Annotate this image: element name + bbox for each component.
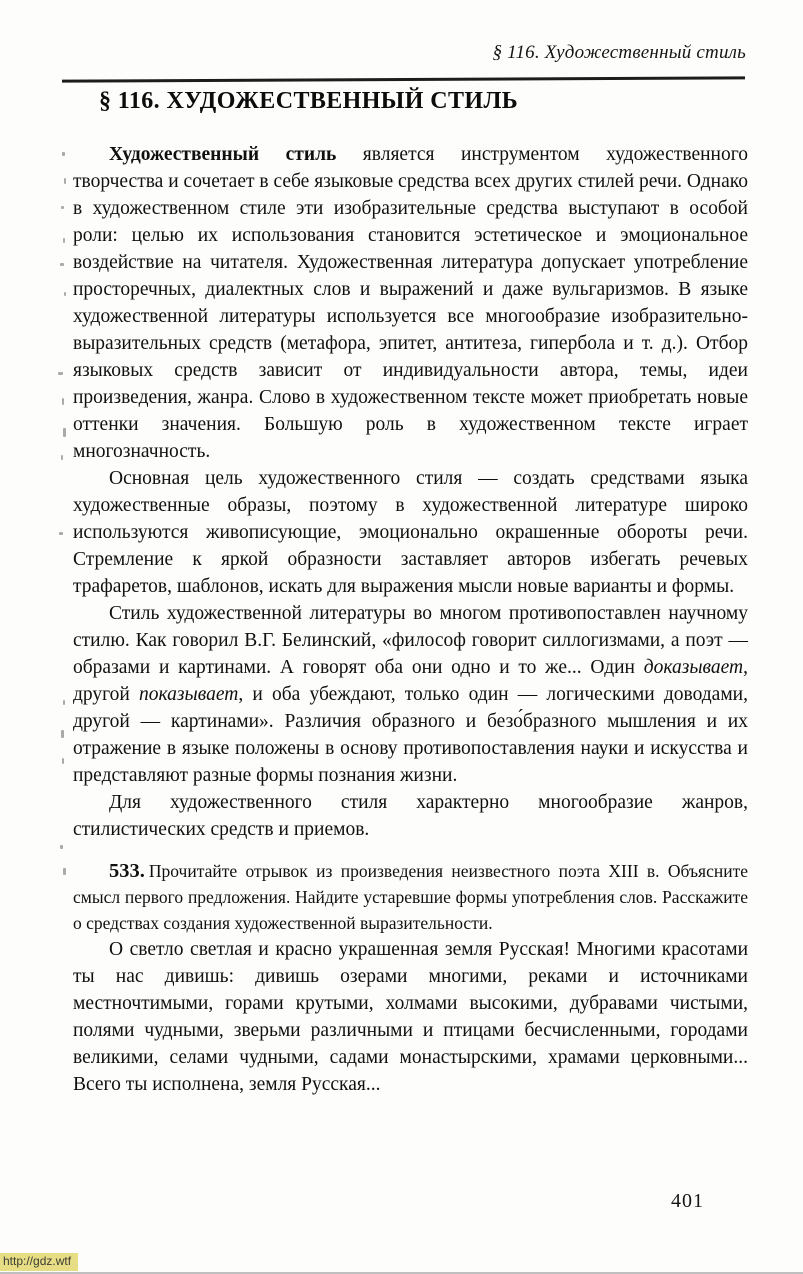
scan-artifact	[60, 263, 64, 266]
page-number: 401	[671, 1190, 704, 1212]
paragraph-text: Стиль художественной литературы во многом противопоставлен научному стилю. Как говорил В.Г. Белинский, «философ говорит силлогизмами, а поэт — образами и картинами. А говорят оба они одно и то же... Один	[73, 603, 748, 678]
exercise-instruction: Прочитайте отрывок из произведения неизвестного поэта XIII в. Объясните смысл первого предложения. Найдите устаревшие формы употребления слов. Расскажите о средствах создания художественной выразительности.	[73, 861, 748, 933]
scan-artifact	[63, 428, 66, 437]
gdz-watermark: http://gdz.wtf	[0, 1253, 78, 1271]
scan-artifact	[58, 372, 63, 375]
scan-artifact	[64, 178, 66, 184]
scan-artifact	[62, 398, 64, 405]
scan-artifact	[62, 758, 64, 764]
italic-term: доказывает	[643, 657, 744, 678]
body-paragraph-4: Для художественного стиля характерно многообразие жанров, стилистических средств и приемов.	[73, 792, 748, 840]
page-title: § 116. ХУДОЖЕСТВЕННЫЙ СТИЛЬ	[99, 88, 518, 114]
paragraph-text: , другой	[73, 657, 748, 705]
running-header: § 116. Художественный стиль	[492, 42, 746, 63]
scan-artifact	[61, 206, 64, 209]
paragraph-text: , и оба убеждают, только один — логическими доводами, другой — картинами». Различия образного и безо́бразного мышления и их отражение в языке положены в основу противопоставления науки и искусства и представляют разные формы познания жизни.	[73, 684, 748, 786]
scan-artifact	[60, 845, 63, 849]
body-paragraph-1	[73, 141, 748, 465]
header-divider	[62, 76, 745, 82]
italic-term: показывает	[139, 684, 239, 705]
scan-artifact	[62, 152, 65, 156]
paragraph-bold-lead: Художественный стиль	[109, 144, 337, 165]
scan-artifact	[61, 455, 63, 460]
scan-artifact	[64, 292, 66, 296]
exercise-block	[73, 858, 748, 936]
paragraph-text: является инструментом художественного творчества и сочетает в себе языковые средства всех других стилей речи. Однако в художественном стиле эти изобразительные средства выступают в особой роли: целью их использования становится эстетическое и эмоциональное воздействие на читателя. Художественная литература допускает употребление просторечных, диалектных слов и выражений и даже вульгаризмов. В языке художественной литературы используется все многообразие изобразительно-выразительных средств (метафора, эпитет, антитеза, гипербола и т. д.). Отбор языковых средств зависит от индивидуальности автора, темы, идеи произведения, жанра. Слово в художественном тексте может приобретать новые оттенки значения. Большую роль в художественном тексте играет многозначность.	[73, 144, 748, 462]
scan-artifact	[61, 730, 64, 738]
body-paragraph-3	[73, 600, 748, 789]
body-paragraph-2: Основная цель художественного стиля — создать средствами языка художественные образы, поэтому в художественной литературе широко используются живописующие, эмоционально окрашенные обороты речи. Стремление к яркой образности заставляет авторов избегать речевых трафаретов, шаблонов, искать для выражения мысли новые варианты и формы.	[73, 468, 748, 597]
scan-artifact	[63, 238, 65, 243]
scan-artifact	[63, 868, 66, 875]
page-body	[73, 141, 748, 1098]
exercise-number: 533.	[109, 860, 145, 882]
scan-artifact	[59, 532, 63, 535]
scan-artifact	[63, 700, 65, 705]
passage-paragraph: О светло светлая и красно украшенная земля Русская! Многими красотами ты нас дивишь: дивишь озерами многими, реками и источниками местночтимыми, горами крутыми, холмами высокими, дубравами чистыми, полями чудными, зверьми различными и птицами бесчисленными, городами великими, селами чудными, садами монастырскими, храмами церковными... Всего ты исполнена, земля Русская...	[73, 939, 748, 1095]
